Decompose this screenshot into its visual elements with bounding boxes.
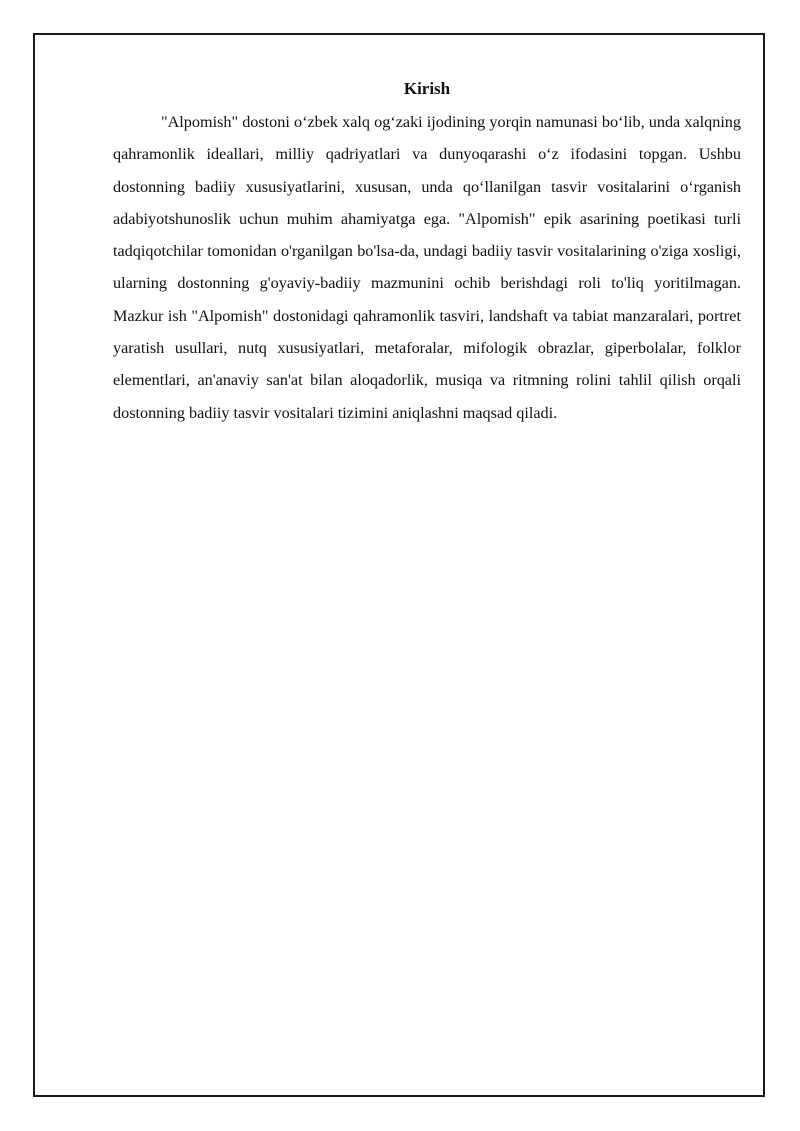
document-content bbox=[113, 78, 741, 429]
section-title: Kirish bbox=[403, 79, 451, 98]
intro-paragraph: "Alpomish" dostoni o‘zbek xalq og‘zaki ijodining yorqin namunasi bo‘lib, unda xalqning qahramonlik ideallari, milliy qadriyatlari va dunyoqarashi o‘z ifodasini topgan. Ushbu dostonning badiiy xususiyatlarini, xususan, unda qo‘llanilgan tasvir vositalarini o‘rganish adabiyotshunoslik uchun muhim ahamiyatga ega. "Alpomish" epik asarining poetikasi turli tadqiqotchilar tomonidan o'rganilgan bo'lsa-da, undagi badiiy tasvir vositalarining o'ziga xosligi, ularning dostonning g'oyaviy-badiiy mazmunini ochib berishdagi roli to'liq yoritilmagan. Mazkur ish "Alpomish" dostonidagi qahramonlik tasviri, landshaft va tabiat manzaralari, portret yaratish usullari, nutq xususiyatlari, metaforalar, mifologik obrazlar, giperbolalar, folklor elementlari, an'anaviy san'at bilan aloqadorlik, musiqa va ritmning rolini tahlil qilish orqali dostonning badiiy tasvir vositalari tizimini aniqlashni maqsad qiladi. bbox=[113, 113, 741, 422]
